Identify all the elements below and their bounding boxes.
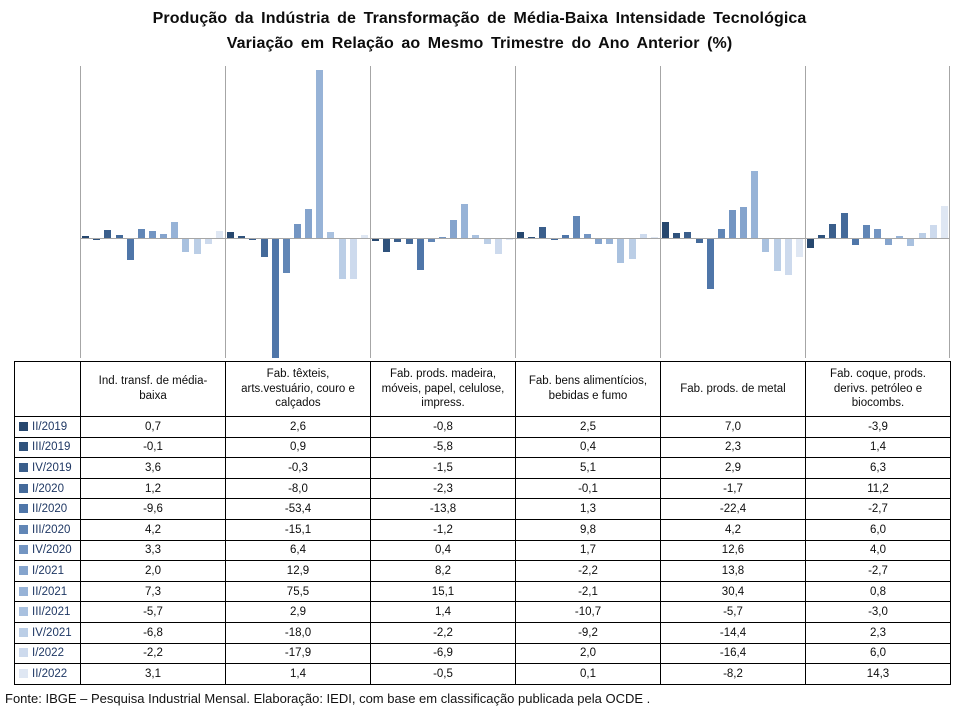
category-header-6: Fab. coque, prods. derivs. petróleo e biocombs.	[806, 362, 951, 417]
value-cell: -2,2	[81, 643, 226, 664]
chart-bar-I-2022-cat3	[495, 239, 502, 254]
chart-bar-III-2021-cat2	[327, 232, 334, 238]
value-cell: 5,1	[516, 458, 661, 479]
chart-bar-IV-2019-cat5	[684, 232, 691, 238]
series-color-swatch	[19, 648, 28, 657]
chart-bar-II-2021-cat2	[316, 70, 323, 238]
series-label-cell	[15, 540, 81, 561]
chart-bar-II-2021-cat1	[171, 222, 178, 238]
value-cell: 2,3	[806, 622, 951, 643]
table-row-II-2019	[15, 417, 951, 438]
table-row-II-2021	[15, 581, 951, 602]
table-header-row	[15, 362, 951, 417]
chart-bar-IV-2019-cat4	[539, 227, 546, 238]
chart-bar-II-2019-cat1	[82, 236, 89, 238]
category-separator-line	[660, 66, 661, 358]
chart-bar-II-2020-cat4	[562, 235, 569, 238]
category-separator-line	[370, 66, 371, 358]
chart-bar-III-2019-cat1	[93, 239, 100, 240]
value-cell: 6,0	[806, 519, 951, 540]
chart-bar-III-2021-cat1	[182, 239, 189, 252]
value-cell: -2,2	[516, 561, 661, 582]
chart-bar-IV-2020-cat3	[439, 237, 446, 238]
chart-bar-I-2020-cat6	[841, 213, 848, 238]
chart-bar-I-2022-cat5	[785, 239, 792, 275]
value-cell: -6,8	[81, 622, 226, 643]
series-label-cell	[15, 499, 81, 520]
chart-bar-IV-2021-cat5	[774, 239, 781, 271]
category-header-3: Fab. prods. madeira, móveis, papel, celulose, impress.	[371, 362, 516, 417]
series-label: IV/2020	[32, 544, 72, 557]
chart-bar-IV-2021-cat1	[194, 239, 201, 254]
table-corner-cell	[15, 362, 81, 417]
category-header-2: Fab. têxteis, arts.vestuário, couro e calçados	[226, 362, 371, 417]
series-label: III/2021	[32, 606, 71, 619]
value-cell: 2,0	[516, 643, 661, 664]
chart-bar-IV-2021-cat2	[339, 239, 346, 279]
series-label: III/2020	[32, 523, 71, 536]
series-label: III/2019	[32, 441, 71, 454]
chart-bar-I-2022-cat6	[930, 225, 937, 238]
series-label-cell	[15, 602, 81, 623]
series-label: II/2022	[32, 667, 68, 680]
chart-bar-IV-2020-cat4	[584, 234, 591, 238]
value-cell: 12,9	[226, 561, 371, 582]
chart-bar-I-2020-cat4	[551, 239, 558, 240]
value-cell: -18,0	[226, 622, 371, 643]
table-row-II-2020	[15, 499, 951, 520]
category-separator-line	[949, 66, 950, 358]
chart-bar-IV-2019-cat3	[394, 239, 401, 242]
chart-bar-II-2019-cat4	[517, 232, 524, 238]
value-cell: -9,2	[516, 622, 661, 643]
chart-bar-II-2021-cat6	[896, 236, 903, 238]
series-color-swatch	[19, 504, 28, 513]
chart-bar-III-2020-cat6	[863, 225, 870, 238]
chart-plot-area	[80, 66, 950, 358]
chart-bar-IV-2019-cat2	[249, 239, 256, 240]
value-cell: -6,9	[371, 643, 516, 664]
value-cell: 9,8	[516, 519, 661, 540]
chart-bar-II-2022-cat3	[506, 239, 513, 240]
value-cell: 3,3	[81, 540, 226, 561]
value-cell: 3,6	[81, 458, 226, 479]
chart-bar-III-2020-cat1	[138, 229, 145, 238]
chart-bar-II-2022-cat1	[216, 231, 223, 238]
chart-bar-III-2021-cat5	[762, 239, 769, 252]
chart-title-line2: Variação em Relação ao Mesmo Trimestre do Ano Anterior (%)	[226, 34, 733, 52]
series-label-cell	[15, 519, 81, 540]
value-cell: -2,3	[371, 478, 516, 499]
value-cell: 1,4	[806, 437, 951, 458]
series-color-swatch	[19, 463, 28, 472]
value-cell: -1,2	[371, 519, 516, 540]
series-color-swatch	[19, 607, 28, 616]
value-cell: -10,7	[516, 602, 661, 623]
value-cell: -1,5	[371, 458, 516, 479]
value-cell: 8,2	[371, 561, 516, 582]
chart-bar-II-2022-cat6	[941, 206, 948, 238]
category-separator-line	[80, 66, 81, 358]
value-cell: -0,8	[371, 417, 516, 438]
value-cell: 13,8	[661, 561, 806, 582]
value-cell: -0,3	[226, 458, 371, 479]
chart-bar-II-2021-cat5	[751, 171, 758, 238]
series-color-swatch	[19, 628, 28, 637]
table-row-IV-2021	[15, 622, 951, 643]
chart-bar-I-2021-cat1	[160, 234, 167, 238]
chart-bar-I-2021-cat6	[885, 239, 892, 245]
series-color-swatch	[19, 669, 28, 678]
value-cell: 2,6	[226, 417, 371, 438]
chart-bar-IV-2021-cat3	[484, 239, 491, 244]
series-color-swatch	[19, 525, 28, 534]
value-cell: -1,7	[661, 478, 806, 499]
value-cell: 15,1	[371, 581, 516, 602]
chart-bar-II-2020-cat2	[272, 239, 279, 358]
table-row-I-2021	[15, 561, 951, 582]
value-cell: 14,3	[806, 664, 951, 685]
value-cell: -2,1	[516, 581, 661, 602]
chart-bar-IV-2019-cat1	[104, 230, 111, 238]
chart-bar-II-2019-cat2	[227, 232, 234, 238]
chart-bar-I-2022-cat4	[640, 234, 647, 238]
table-row-III-2021	[15, 602, 951, 623]
chart-bar-II-2022-cat5	[796, 239, 803, 257]
series-label-cell	[15, 643, 81, 664]
chart-bar-II-2020-cat1	[127, 239, 134, 260]
table-row-I-2020	[15, 478, 951, 499]
series-label: II/2021	[32, 585, 68, 598]
series-color-swatch	[19, 587, 28, 596]
value-cell: -5,8	[371, 437, 516, 458]
chart-bar-II-2020-cat5	[707, 239, 714, 289]
value-cell: 3,1	[81, 664, 226, 685]
value-cell: -0,5	[371, 664, 516, 685]
category-header-4: Fab. bens alimentícios, bebidas e fumo	[516, 362, 661, 417]
chart-bar-III-2020-cat5	[718, 229, 725, 238]
value-cell: -8,0	[226, 478, 371, 499]
chart-title-line1: Produção da Indústria de Transformação de Média-Baixa Intensidade Tecnológica	[152, 10, 807, 27]
value-cell: -14,4	[661, 622, 806, 643]
chart-bar-III-2019-cat6	[818, 235, 825, 238]
chart-bar-I-2020-cat2	[261, 239, 268, 257]
value-cell: -5,7	[661, 602, 806, 623]
value-cell: 7,3	[81, 581, 226, 602]
value-cell: 1,4	[371, 602, 516, 623]
value-cell: 4,2	[661, 519, 806, 540]
value-cell: 2,5	[516, 417, 661, 438]
series-label-cell	[15, 664, 81, 685]
value-cell: -3,9	[806, 417, 951, 438]
value-cell: 75,5	[226, 581, 371, 602]
series-label-cell	[15, 561, 81, 582]
value-cell: -2,2	[371, 622, 516, 643]
value-cell: -17,9	[226, 643, 371, 664]
value-cell: 11,2	[806, 478, 951, 499]
chart-bar-III-2019-cat5	[673, 233, 680, 238]
value-cell: 0,9	[226, 437, 371, 458]
chart-bar-I-2022-cat1	[205, 239, 212, 244]
category-separator-line	[515, 66, 516, 358]
series-color-swatch	[19, 422, 28, 431]
table-row-III-2019	[15, 437, 951, 458]
chart-bar-IV-2020-cat5	[729, 210, 736, 238]
chart-bar-IV-2019-cat6	[829, 224, 836, 238]
table-row-III-2020	[15, 519, 951, 540]
chart-bar-II-2019-cat6	[807, 239, 814, 248]
table-row-IV-2020	[15, 540, 951, 561]
chart-bar-III-2020-cat2	[283, 239, 290, 273]
chart-bar-II-2020-cat3	[417, 239, 424, 270]
value-cell: 12,6	[661, 540, 806, 561]
value-cell: -16,4	[661, 643, 806, 664]
table-row-IV-2019	[15, 458, 951, 479]
series-color-swatch	[19, 545, 28, 554]
value-cell: -0,1	[516, 478, 661, 499]
value-cell: 2,0	[81, 561, 226, 582]
chart-bar-I-2021-cat2	[305, 209, 312, 238]
value-cell: -2,7	[806, 499, 951, 520]
value-cell: 6,3	[806, 458, 951, 479]
data-table	[14, 361, 951, 685]
chart-bar-I-2021-cat5	[740, 207, 747, 238]
chart-bar-I-2021-cat4	[595, 239, 602, 244]
value-cell: 2,3	[661, 437, 806, 458]
series-label-cell	[15, 478, 81, 499]
chart-bar-II-2022-cat4	[651, 237, 658, 238]
value-cell: 0,4	[516, 437, 661, 458]
chart-bar-I-2020-cat1	[116, 235, 123, 238]
series-label: II/2020	[32, 503, 68, 516]
table-row-II-2022	[15, 664, 951, 685]
value-cell: -9,6	[81, 499, 226, 520]
category-header-1: Ind. transf. de média-baixa	[81, 362, 226, 417]
value-cell: -53,4	[226, 499, 371, 520]
chart-bar-IV-2020-cat6	[874, 229, 881, 238]
category-separator-line	[225, 66, 226, 358]
value-cell: -3,0	[806, 602, 951, 623]
category-separator-line	[805, 66, 806, 358]
value-cell: 1,7	[516, 540, 661, 561]
value-cell: 6,4	[226, 540, 371, 561]
value-cell: 2,9	[661, 458, 806, 479]
value-cell: 0,1	[516, 664, 661, 685]
source-note: Fonte: IBGE – Pesquisa Industrial Mensal. Elaboração: IEDI, com base em classificação publicada pela OCDE .	[5, 691, 651, 706]
chart-bar-III-2021-cat3	[472, 235, 479, 238]
series-label-cell	[15, 417, 81, 438]
chart-bar-III-2019-cat3	[383, 239, 390, 252]
category-header-5: Fab. prods. de metal	[661, 362, 806, 417]
series-label: I/2022	[32, 647, 64, 660]
value-cell: 1,4	[226, 664, 371, 685]
chart-bar-IV-2020-cat1	[149, 231, 156, 238]
value-cell: 0,8	[806, 581, 951, 602]
chart-bar-III-2021-cat4	[617, 239, 624, 263]
value-cell: 0,4	[371, 540, 516, 561]
chart-bar-IV-2021-cat4	[629, 239, 636, 259]
value-cell: -22,4	[661, 499, 806, 520]
series-color-swatch	[19, 442, 28, 451]
series-label: IV/2019	[32, 461, 72, 474]
series-label-cell	[15, 581, 81, 602]
chart-bar-I-2020-cat3	[406, 239, 413, 244]
series-color-swatch	[19, 484, 28, 493]
series-label: I/2021	[32, 564, 64, 577]
chart-bar-II-2019-cat3	[372, 239, 379, 241]
chart-bar-III-2020-cat4	[573, 216, 580, 238]
value-cell: 2,9	[226, 602, 371, 623]
series-label: IV/2021	[32, 626, 72, 639]
chart-bar-I-2020-cat5	[696, 239, 703, 243]
series-label-cell	[15, 458, 81, 479]
chart-bar-III-2019-cat4	[528, 237, 535, 238]
value-cell: 30,4	[661, 581, 806, 602]
chart-bar-IV-2021-cat6	[919, 233, 926, 238]
value-cell: -13,8	[371, 499, 516, 520]
value-cell: -15,1	[226, 519, 371, 540]
chart-bar-II-2020-cat6	[852, 239, 859, 245]
value-cell: 4,0	[806, 540, 951, 561]
chart-bar-IV-2020-cat2	[294, 224, 301, 238]
value-cell: 6,0	[806, 643, 951, 664]
chart-bar-II-2019-cat5	[662, 222, 669, 238]
value-cell: 4,2	[81, 519, 226, 540]
value-cell: 1,3	[516, 499, 661, 520]
value-cell: 7,0	[661, 417, 806, 438]
series-label-cell	[15, 437, 81, 458]
value-cell: 0,7	[81, 417, 226, 438]
series-label: I/2020	[32, 482, 64, 495]
chart-bar-I-2021-cat3	[450, 220, 457, 238]
chart-bar-II-2022-cat2	[361, 235, 368, 238]
table-row-I-2022	[15, 643, 951, 664]
chart-title	[0, 7, 959, 57]
chart-bar-II-2021-cat4	[606, 239, 613, 244]
series-label-cell	[15, 622, 81, 643]
value-cell: -2,7	[806, 561, 951, 582]
series-color-swatch	[19, 566, 28, 575]
value-cell: -8,2	[661, 664, 806, 685]
chart-bar-II-2021-cat3	[461, 204, 468, 238]
chart-bar-III-2019-cat2	[238, 236, 245, 238]
value-cell: -0,1	[81, 437, 226, 458]
chart-bar-III-2020-cat3	[428, 239, 435, 242]
value-cell: 1,2	[81, 478, 226, 499]
chart-bar-III-2021-cat6	[907, 239, 914, 246]
series-label: II/2019	[32, 420, 68, 433]
chart-bar-I-2022-cat2	[350, 239, 357, 279]
value-cell: -5,7	[81, 602, 226, 623]
